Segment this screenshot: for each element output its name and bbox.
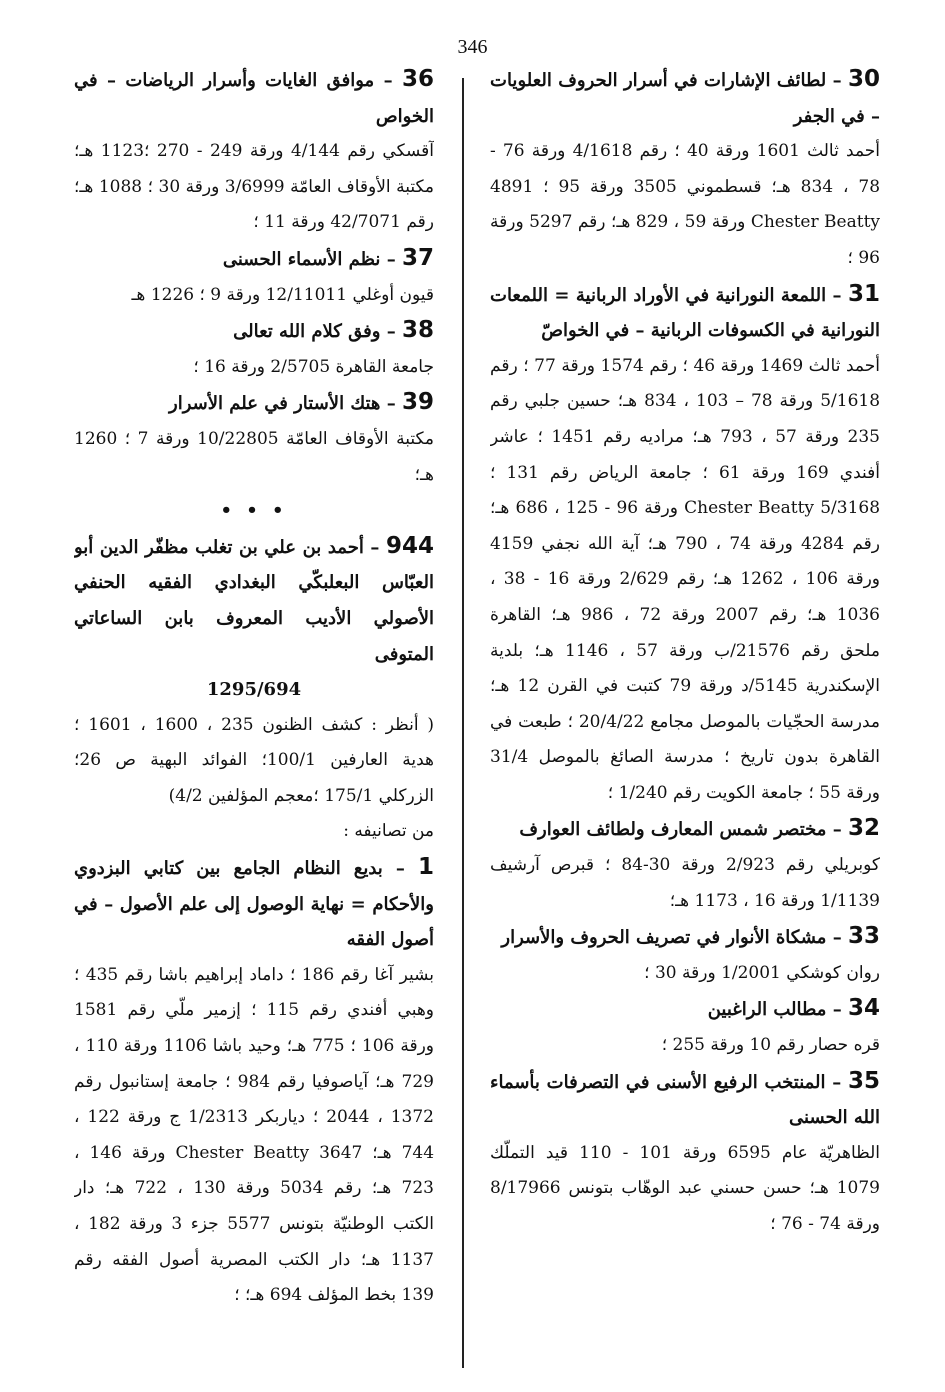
entry-title: [490, 811, 880, 848]
entry-title-text: – نظم الأسماء الحسنى: [222, 248, 396, 270]
entry-36: [74, 62, 434, 241]
entry-number: 1: [417, 854, 434, 881]
entry-35: [490, 1064, 880, 1243]
entry-title: [74, 241, 434, 278]
entry-body: أحمد ثالث 1601 ورقة 40 ؛ رقم 4/1618 ورقة 76 - 78 ، 834 هـ؛ قسطموني 3505 ورقة 95 ؛ 4891 Chester Beatty ورقة 59 ، 829 هـ؛ رقم 5297 ورقة 96 ؛: [490, 141, 880, 268]
entry-number: 36: [401, 66, 434, 92]
entry-number: 30: [847, 66, 880, 92]
author-death-date: 1295/694: [206, 679, 302, 701]
entry-body: روان كوشكي 1/2001 ورقة 30 ؛: [644, 962, 880, 983]
left-column: [74, 62, 434, 1382]
entry-body: بشير آغا رقم 186 ؛ داماد إبراهيم باشا رقم 435 ؛ وهبي أفندي رقم 115 ؛ إزمير ملّي رقم 1581 ورقة 106 ؛ 775 هـ؛ وحيد باشا 1106 ورقة 110 ، 729 هـ؛ آياصوفيا رقم 984 ؛ جامعة إستانبول رقم 1372 ، 2044 ؛ دياربكر 1/2313 ج ورقة 122 ، 744 هـ؛ 3647 Chester Beatty ورقة 146 ، 723 هـ؛ رقم 5034 ورقة 130 ، 722 هـ؛ دار الكتب الوطنيّة بتونس 5577 جزء 3 ورقة 182 ، 1137 هـ؛ دار الكتب المصرية أصول الفقه رقم 139 بخط المؤلف 694 هـ؛ ؛: [74, 964, 434, 1306]
entry-title-text: – مشكاة الأنوار في تصريف الحروف والأسرار: [501, 927, 842, 949]
entry-38: [74, 313, 434, 385]
entry-title: [74, 62, 434, 134]
author-references: ( أنظر : كشف الظنون 235 ، 1600 ، 1601 ؛ هدية العارفين 100/1؛ الفوائد البهية ص 26؛ الزركلي 175/1 ؛معجم المؤلفين 4/2): [74, 714, 434, 806]
entry-title: [490, 277, 880, 349]
entry-number: 32: [847, 815, 880, 842]
entry-34: [490, 991, 880, 1063]
entry-title: [490, 919, 880, 956]
right-column: [490, 62, 880, 1382]
entry-32: [490, 811, 880, 919]
entry-title-text: – لطائف الإشارات في أسرار الحروف العلويات – في الجفر: [490, 70, 880, 127]
entry-body: جامعة القاهرة 2/5705 ورقة 16 ؛: [193, 356, 434, 377]
entry-body: أحمد ثالث 1469 ورقة 46 ؛ رقم 1574 ورقة 77 ؛ رقم 5/1618 ورقة 78 – 103 ، 834 هـ؛ حسين جلبي رقم 235 ورقة 57 ، 793 هـ؛ مراديه رقم 1451 ؛ عاشر أفندي 169 ورقة 61 ؛ جامعة الرياض رقم 131 ؛ 5/3168 Chester Beatty ورقة 96 - 125 ، 686 هـ؛ رقم 4284 ورقة 74 ، 790 هـ؛ آية الله نجفي 4159 ورقة 106 ، 1262 هـ؛ رقم 2/629 ورقة 16 - 38 ، 1036 هـ؛ رقم 2007 ورقة 72 ، 986 هـ؛ القاهرة ملحق رقم 21576/ب ورقة 57 ، 1146 هـ؛ بلدية الإسكندرية 5145/د ورقة 79 كتبت في القرن 12 هـ؛ مدرسة الحجّيات بالموصل مجامع 20/4/22 ؛ طبعت في القاهرة بدون تاريخ ؛ مدرسة الصائغ بالموصل 31/4 ورقة 55 ؛ جامعة الكويت رقم 1/240 ؛: [490, 355, 880, 803]
entry-title-text: – هتك الأستار في علم الأسرار: [169, 393, 396, 415]
entry-37: [74, 241, 434, 313]
entry-number: 39: [401, 389, 434, 416]
entry-body: قره حصار رقم 10 ورقة 255 ؛: [661, 1035, 880, 1056]
entry-title: [74, 850, 434, 958]
author-number: 944: [385, 532, 434, 559]
entry-39: [74, 385, 434, 493]
entry-title: [490, 62, 880, 134]
entry-title: [490, 1064, 880, 1136]
entry-body: كوبريلي رقم 2/923 ورقة 30-84 ؛ قبرص آرشيف 1/1139 ورقة 16 ، 1173 هـ؛: [490, 855, 880, 911]
entry-title-text: – وفق كلام الله تعالى: [233, 321, 396, 343]
entry-number: 37: [401, 244, 434, 271]
entry-number: 34: [847, 995, 880, 1022]
entry-title-text: – بديع النظام الجامع بين كتابي البزدوي والأحكام = نهاية الوصول إلى علم الأصول – في أصول الفقه: [74, 858, 434, 951]
entry-title-text: – مختصر شمس المعارف ولطائف العوارف: [519, 819, 842, 841]
separator-dots: • • •: [220, 500, 288, 522]
author-title: [74, 529, 434, 672]
author-title-text: – أحمد بن علي بن تغلب مظفّر الدين أبو العبّاس البعلبكّي البغدادي الفقيه الحنفي الأصولي الأديب المعروف بابن الساعاتي المتوفى: [74, 536, 434, 665]
entry-title: [74, 385, 434, 422]
entry-number: 35: [847, 1067, 880, 1094]
entry-body: الظاهريّة عام 6595 ورقة 101 - 110 قيد التملّك 1079 هـ؛ حسن حسني عبد الوهّاب بتونس 8/17966 ورقة 74 - 76 ؛: [490, 1142, 880, 1234]
author-entry-944: [74, 529, 434, 850]
entry-body: قيون أوغلي 12/11011 ورقة 9 ؛ 1226 هـ: [131, 284, 434, 305]
entry-number: 33: [847, 923, 880, 950]
entry-number: 38: [401, 317, 434, 344]
entry-title: [74, 313, 434, 350]
entry-number: 31: [847, 280, 880, 307]
entry-title: [490, 991, 880, 1028]
entry-title-text: – اللمعة النورانية في الأوراد الربانية = اللمعات النورانية في الكسوفات الربانية – في الخواصّ: [490, 284, 880, 342]
works-intro: من تصانيفه :: [343, 821, 434, 842]
work-entry-1: [74, 850, 434, 1314]
column-divider: [462, 78, 464, 1368]
entry-title-text: – موافق الغايات وأسرار الرياضات – في الخواص: [74, 70, 434, 127]
entry-30: [490, 62, 880, 277]
entry-title-text: – المنتخب الرفيع الأسنى في التصرفات بأسماء الله الحسنى: [490, 1071, 880, 1129]
entry-body: مكتبة الأوقاف العامّة 10/22805 ورقة 7 ؛ 1260 هـ؛: [74, 428, 434, 485]
entry-title-text: – مطالب الراغبين: [707, 999, 842, 1021]
entry-31: [490, 277, 880, 812]
page-number: 346: [457, 36, 488, 58]
entry-body: آقسكي رقم 4/144 ورقة 249 - 270 ؛1123 هـ؛مكتبة الأوقاف العامّة 3/6999 ورقة 30 ؛ 1088 هـ؛ رقم 42/7071 ورقة 11 ؛: [74, 141, 434, 233]
entry-33: [490, 919, 880, 991]
